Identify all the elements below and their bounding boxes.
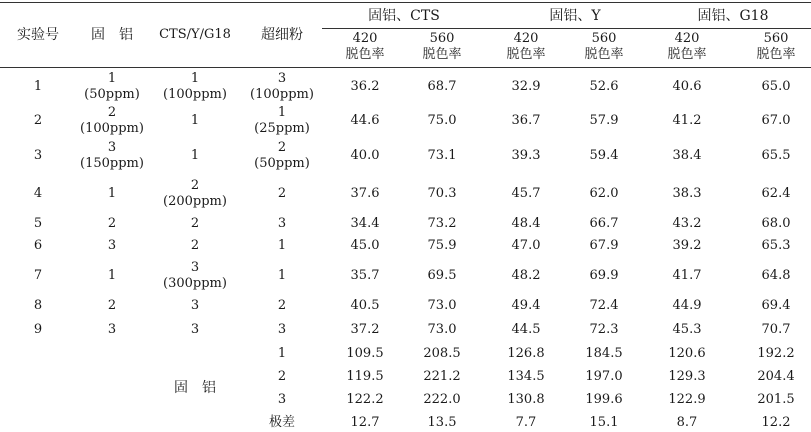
decolor-value: 41.7 [672,268,702,283]
superfine-level-line: 1 [277,268,287,283]
summary-key: 2 [277,369,287,384]
header-gulv: 固 铝 [91,27,133,43]
cts-level [163,178,227,210]
decolor-value: 75.0 [427,113,457,128]
gulv-level-line: (150ppm) [80,156,144,171]
summary-value: 15.1 [589,415,619,430]
cts-level [191,322,199,338]
gulv-level [108,298,116,314]
superfine-level [278,238,286,254]
decolor-value: 45.7 [511,186,541,201]
summary-value: 199.6 [585,392,623,407]
decolor-value: 72.4 [589,298,619,313]
gulv-level [80,140,144,172]
decolor-value: 44.6 [350,113,380,128]
cts-level [191,216,199,232]
cts-level [191,238,199,254]
decolor-value: 32.9 [511,79,541,94]
gulv-level [108,322,116,338]
cts-level-line: (200ppm) [163,194,227,209]
row-number: 7 [33,268,43,283]
decolor-value: 69.4 [761,298,791,313]
header-rule [0,67,811,68]
gulv-level [80,105,144,137]
decolor-value: 65.3 [761,238,791,253]
decolor-value: 73.1 [427,148,457,163]
summary-value: 13.5 [427,415,457,430]
header-experiment-no: 实验号 [17,27,59,43]
decolor-value: 52.6 [589,79,619,94]
header-sub-col [506,31,545,63]
summary-value: 12.7 [350,415,380,430]
superfine-level [278,298,286,314]
decolor-value: 73.2 [427,216,457,231]
decolor-value: 39.3 [511,148,541,163]
decolor-value: 37.2 [350,322,380,337]
summary-value: 122.2 [346,392,384,407]
summary-value: 12.2 [761,415,791,430]
superfine-level-line: 1 [277,105,287,120]
decolor-value: 40.0 [350,148,380,163]
decolor-value: 36.2 [350,79,380,94]
header-sub-col [422,31,461,63]
decolor-value: 37.6 [350,186,380,201]
header-sub-col [756,31,795,63]
gulv-level-line: 1 [107,268,117,283]
gulv-level-line: 1 [107,71,117,86]
wavelength: 420 [513,31,539,46]
decolor-value: 65.0 [761,79,791,94]
wavelength: 420 [352,31,378,46]
decolor-value: 70.3 [427,186,457,201]
row-number: 2 [33,113,43,128]
header-group-y: 固铝、Y [549,8,601,24]
cts-level [191,148,199,164]
gulv-level-line: 2 [107,105,117,120]
summary-value: 120.6 [668,346,706,361]
row-number: 4 [33,186,43,201]
decolor-value: 47.0 [511,238,541,253]
decolor-value: 44.9 [672,298,702,313]
decolor-value: 68.7 [427,79,457,94]
summary-value: 184.5 [585,346,623,361]
cts-level-line: 2 [190,238,200,253]
superfine-level [278,186,286,202]
wavelength: 420 [674,31,700,46]
decolor-value: 66.7 [589,216,619,231]
cts-level [163,71,227,103]
header-sub-col [667,31,706,63]
summary-value: 119.5 [346,369,384,384]
row-number: 1 [33,79,43,94]
top-rule [0,2,811,3]
cts-level-line: (100ppm) [163,87,227,102]
summary-value: 201.5 [757,392,795,407]
summary-value: 130.8 [507,392,545,407]
summary-key: 极差 [268,415,296,430]
decolor-value: 69.5 [427,268,457,283]
decolor-value: 39.2 [672,238,702,253]
summary-label: 固 铝 [174,380,216,396]
summary-value: 8.7 [676,415,698,430]
superfine-level [278,268,286,284]
decolor-value: 40.5 [350,298,380,313]
group-rule [322,28,811,29]
header-cts-y-g18: CTS/Y/G18 [159,27,231,42]
summary-value: 192.2 [757,346,795,361]
superfine-level [254,105,310,137]
gulv-level-line: 1 [107,186,117,201]
decolor-value: 59.4 [589,148,619,163]
decolor-rate-label: 脱色率 [667,47,707,62]
cts-level-line: 3 [190,298,200,313]
decolor-value: 72.3 [589,322,619,337]
header-sub-col [584,31,623,63]
decolor-value: 62.4 [761,186,791,201]
header-superfine: 超细粉 [261,27,303,43]
row-number: 6 [33,238,43,253]
superfine-level-line: 1 [277,238,287,253]
summary-value: 197.0 [585,369,623,384]
row-number: 3 [33,148,43,163]
superfine-level [254,140,310,172]
gulv-level-line: 3 [107,140,117,155]
decolor-value: 36.7 [511,113,541,128]
decolor-value: 38.4 [672,148,702,163]
cts-level [191,298,199,314]
gulv-level-line: 3 [107,238,117,253]
row-number: 5 [33,216,43,231]
decolor-value: 35.7 [350,268,380,283]
superfine-level [278,322,286,338]
header-sub-col [345,31,384,63]
decolor-value: 64.8 [761,268,791,283]
summary-value: 7.7 [515,415,537,430]
decolor-value: 67.0 [761,113,791,128]
decolor-value: 68.0 [761,216,791,231]
decolor-value: 73.0 [427,322,457,337]
summary-value: 129.3 [668,369,706,384]
decolor-value: 45.3 [672,322,702,337]
cts-level-line: 2 [190,216,200,231]
decolor-value: 75.9 [427,238,457,253]
gulv-level [108,238,116,254]
cts-level-line: 3 [190,322,200,337]
cts-level-line: 3 [190,260,200,275]
decolor-rate-label: 脱色率 [506,47,546,62]
superfine-level-line: (50ppm) [254,156,310,171]
summary-value: 134.5 [507,369,545,384]
superfine-level-line: (100ppm) [250,87,314,102]
summary-value: 122.9 [668,392,706,407]
cts-level [191,113,199,129]
cts-level-line: 1 [190,113,200,128]
summary-value: 208.5 [423,346,461,361]
superfine-level-line: 3 [277,322,287,337]
gulv-level-line: (50ppm) [84,87,140,102]
decolor-value: 45.0 [350,238,380,253]
decolor-value: 43.2 [672,216,702,231]
summary-value: 221.2 [423,369,461,384]
superfine-level-line: 2 [277,186,287,201]
cts-level-line: 1 [190,148,200,163]
decolor-value: 40.6 [672,79,702,94]
superfine-level-line: 3 [277,71,287,86]
superfine-level-line: 2 [277,140,287,155]
decolor-value: 41.2 [672,113,702,128]
decolor-value: 49.4 [511,298,541,313]
summary-value: 222.0 [423,392,461,407]
decolor-rate-label: 脱色率 [422,47,462,62]
decolor-value: 70.7 [761,322,791,337]
gulv-level-line: 2 [107,216,117,231]
decolor-value: 62.0 [589,186,619,201]
superfine-level [250,71,314,103]
superfine-level-line: 2 [277,298,287,313]
gulv-level [108,186,116,202]
decolor-value: 34.4 [350,216,380,231]
row-number: 9 [33,322,43,337]
cts-level-line: (300ppm) [163,276,227,291]
cts-level-line: 2 [190,178,200,193]
decolor-value: 48.4 [511,216,541,231]
decolor-value: 48.2 [511,268,541,283]
summary-value: 204.4 [757,369,795,384]
wavelength: 560 [763,31,789,46]
gulv-level [108,268,116,284]
summary-key: 3 [277,392,287,407]
decolor-value: 57.9 [589,113,619,128]
decolor-rate-label: 脱色率 [584,47,624,62]
cts-level-line: 1 [190,71,200,86]
summary-value: 126.8 [507,346,545,361]
gulv-level-line: (100ppm) [80,121,144,136]
row-number: 8 [33,298,43,313]
superfine-level [278,216,286,232]
decolor-value: 69.9 [589,268,619,283]
superfine-level-line: 3 [277,216,287,231]
gulv-level-line: 2 [107,298,117,313]
cts-level [163,260,227,292]
superfine-level-line: (25ppm) [254,121,310,136]
decolor-value: 67.9 [589,238,619,253]
decolor-rate-label: 脱色率 [345,47,385,62]
summary-value: 109.5 [346,346,384,361]
wavelength: 560 [591,31,617,46]
header-group-cts: 固铝、CTS [368,8,440,24]
gulv-level-line: 3 [107,322,117,337]
summary-key: 1 [277,346,287,361]
gulv-level [108,216,116,232]
header-group-g18: 固铝、G18 [697,8,769,24]
decolor-rate-label: 脱色率 [756,47,796,62]
decolor-value: 38.3 [672,186,702,201]
decolor-value: 65.5 [761,148,791,163]
decolor-value: 73.0 [427,298,457,313]
decolor-value: 44.5 [511,322,541,337]
gulv-level [84,71,140,103]
wavelength: 560 [429,31,455,46]
